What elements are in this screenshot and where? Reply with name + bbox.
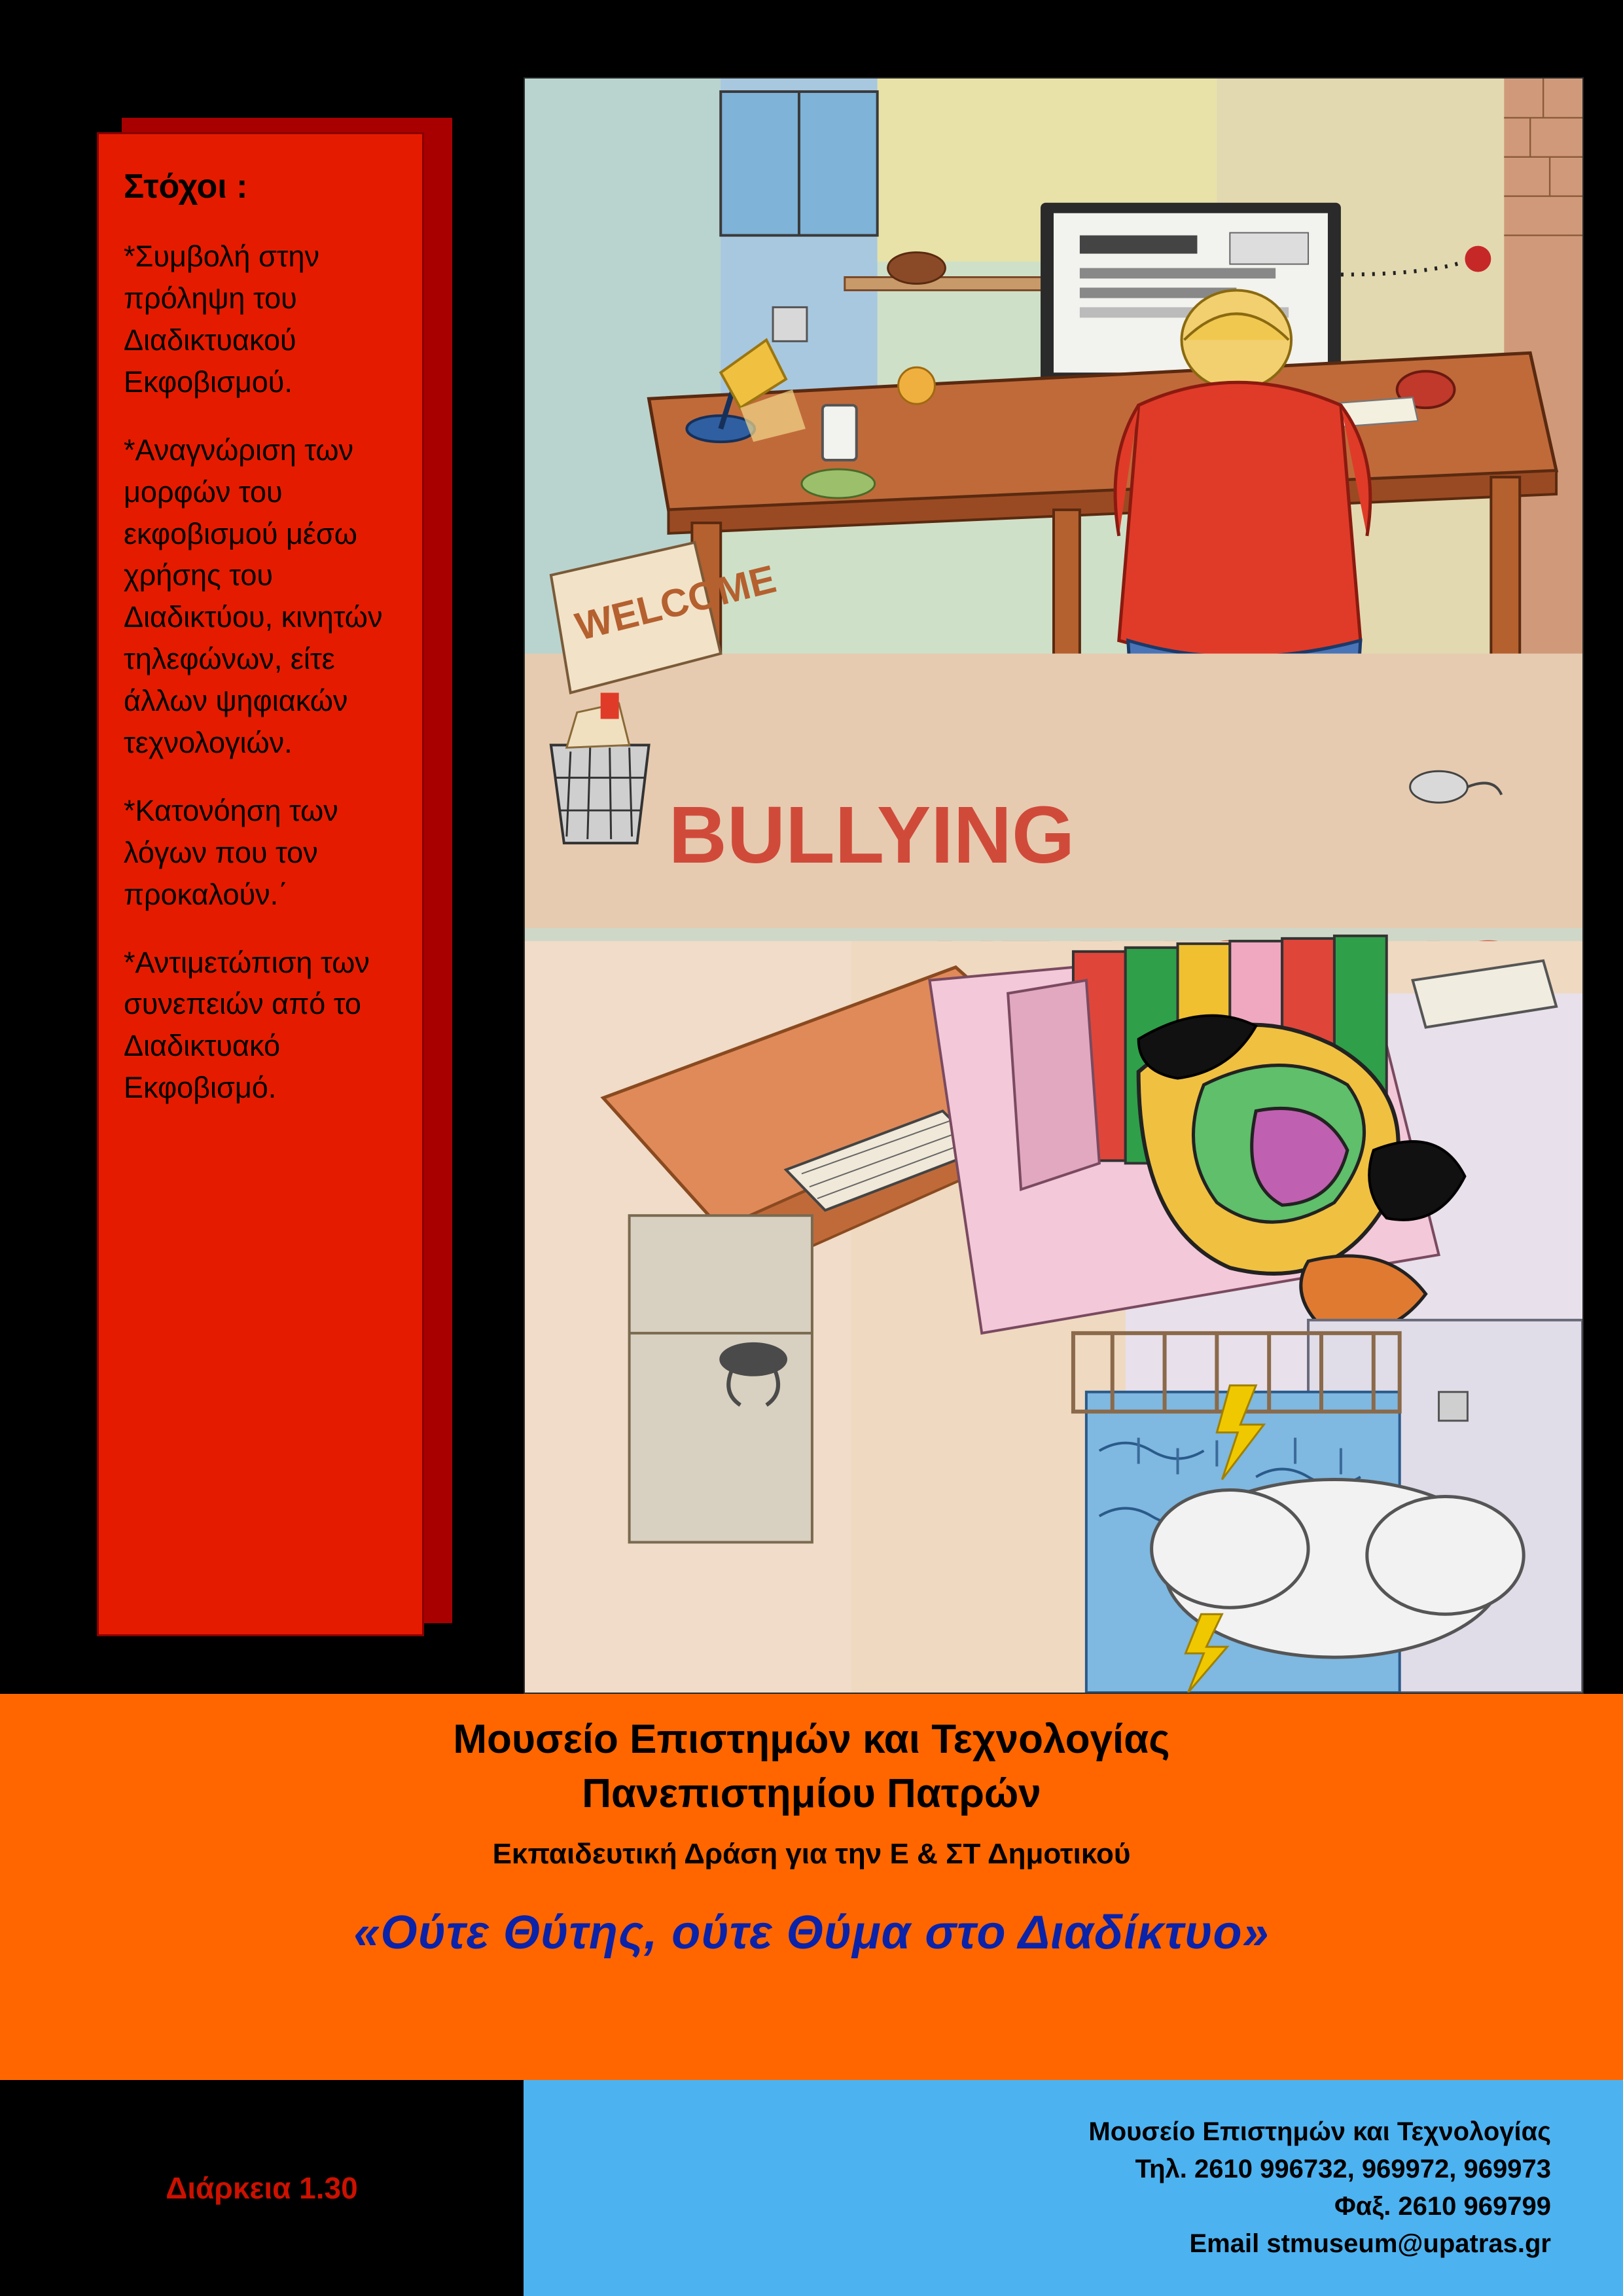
welcome-text: WELCOME [571, 556, 781, 649]
artwork-drawing [525, 79, 1582, 1693]
contact-panel [524, 2080, 1623, 2296]
goal-item: *Αναγνώριση των μορφών του εκφοβισμού μέσω χρήσης του Διαδικτύου, κινητών τηλεφώνων, είτε άλλων ψηφιακών τεχνολογιών. [124, 433, 383, 759]
goals-panel-body [97, 132, 424, 1636]
organization-line-1: Μουσείο Επιστημών και Τεχνολογίας [453, 1717, 1170, 1762]
program-title: «Ούτε Θύτης, ούτε Θύμα στο Διαδίκτυο» [353, 1907, 1270, 1959]
goals-title: Στόχοι : [124, 168, 248, 206]
top-black-strip [0, 0, 1623, 77]
duration-panel [0, 2080, 524, 2296]
goal-item: *Κατονόηση των λόγων που τον προκαλούν.΄ [124, 793, 338, 911]
contact-phone: Τηλ. 2610 996732, 969972, 969973 [1135, 2155, 1551, 2184]
goals-panel [97, 118, 454, 1636]
title-band [0, 1694, 1623, 2080]
goal-item: *Συμβολή στην πρόληψη του Διαδικτυακού Εκφοβισμού. [124, 240, 320, 399]
contact-organization: Μουσείο Επιστημών και Τεχνολογίας [1088, 2117, 1551, 2147]
duration-text: Διάρκεια 1.30 [166, 2171, 358, 2205]
bullying-text: BULLYING [668, 790, 1075, 881]
contact-email: Email stmuseum@upatras.gr [1189, 2229, 1551, 2258]
program-subtitle: Εκπαιδευτική Δράση για την Ε & ΣΤ Δημοτικού [492, 1838, 1131, 1870]
artwork-image [524, 77, 1584, 1694]
right-black-strip [1584, 0, 1623, 1694]
organization-line-2: Πανεπιστημίου Πατρών [582, 1771, 1041, 1816]
goal-item: *Αντιμετώπιση των συνεπειών από το Διαδικτυακό Εκφοβισμό. [124, 945, 370, 1105]
contact-fax: Φαξ. 2610 969799 [1334, 2192, 1551, 2221]
